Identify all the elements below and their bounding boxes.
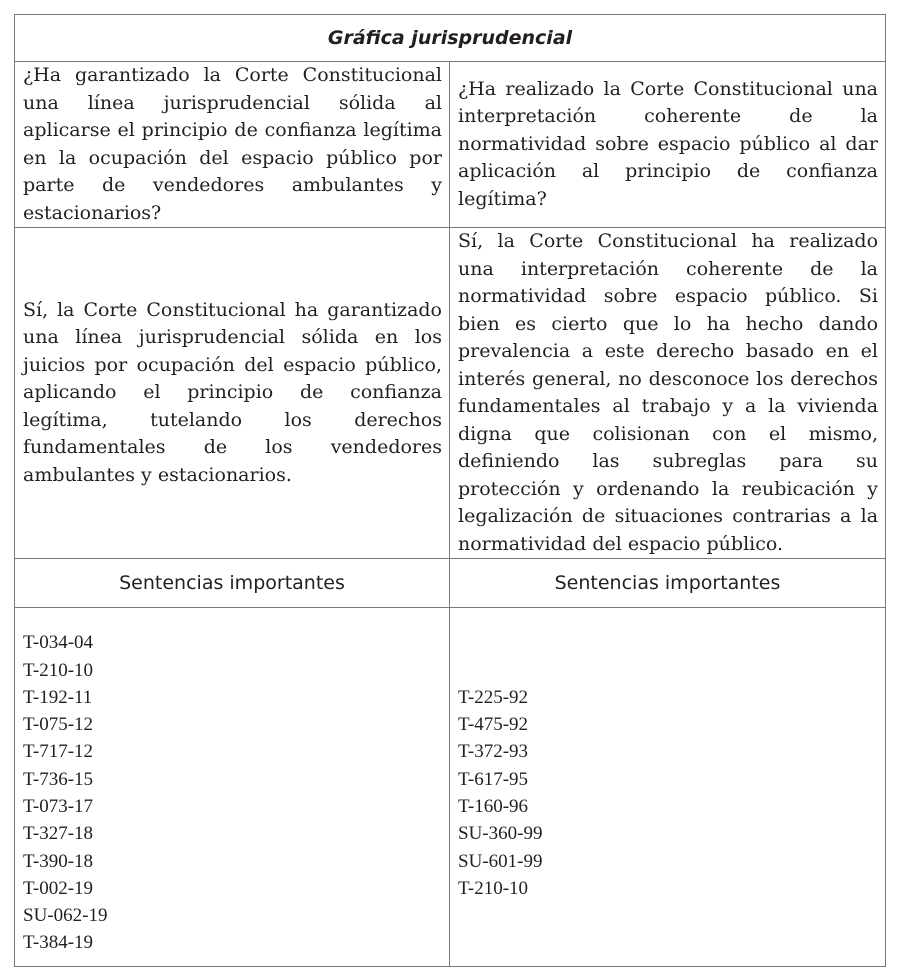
sentencia-item: T-073-17 — [23, 796, 94, 817]
sentencia-item: T-075-12 — [23, 714, 94, 736]
sentencia-item: T-002-19 — [23, 877, 94, 899]
sentencia-item: T-160-96 — [458, 796, 529, 817]
sentencia-item: T-327-18 — [23, 823, 94, 845]
sentencia-item: T-475-92 — [458, 714, 529, 736]
sentencia-item: T-384-19 — [23, 932, 94, 954]
sentencia-item: SU-360-99 — [458, 823, 543, 845]
right-sentencias-header: Sentencias importantes — [450, 559, 886, 608]
sentencia-item: T-617-95 — [458, 768, 529, 790]
grafica-jurisprudencial-table — [14, 14, 886, 967]
sentencia-item: T-210-10 — [458, 877, 529, 899]
right-sentencias-list — [450, 608, 886, 967]
right-answer: Sí, la Corte Constitucional ha realizado una interpretación coherente de la normatividad sobre espacio público. Si bien es cierto que lo ha hecho dando prevalencia a este derecho basado en el interés general, no desconoce los derechos fundamentales al trabajo y a la vivienda digna que colisionan con el mismo, definiendo las subreglas para su protección y ordenando la reubicación y legalización de situaciones contrarias a la normatividad del espacio público. — [450, 228, 886, 559]
sentencia-item: T-192-11 — [23, 686, 93, 708]
sentencia-item: T-034-04 — [23, 632, 94, 654]
sentencia-item: T-210-10 — [23, 659, 94, 681]
left-sentencias-list — [15, 608, 450, 967]
right-question: ¿Ha realizado la Corte Constitucional una interpretación coherente de la normatividad sobre espacio público al dar aplicación al principio de confianza legítima? — [450, 62, 886, 228]
table-title: Gráfica jurisprudencial — [15, 15, 886, 62]
left-answer: Sí, la Corte Constitucional ha garantizado una línea jurisprudencial sólida en los juicios por ocupación del espacio público, aplicando el principio de confianza legítima, tutelando los derechos fundamentales de los vendedores ambulantes y estacionarios. — [15, 228, 450, 559]
left-question: ¿Ha garantizado la Corte Constitucional una línea jurisprudencial sólida al aplicarse el principio de confianza legítima en la ocupación del espacio público por parte de vendedores ambulantes y estacionarios? — [15, 62, 450, 228]
sentencia-item: T-390-18 — [23, 850, 94, 872]
sentencia-item: T-717-12 — [23, 741, 94, 763]
sentencia-item: SU-062-19 — [23, 905, 108, 927]
left-sentencias-header: Sentencias importantes — [15, 559, 450, 608]
sentencia-item: T-736-15 — [23, 768, 94, 790]
sentencia-item: SU-601-99 — [458, 850, 543, 872]
sentencia-item: T-225-92 — [458, 686, 529, 708]
sentencia-item: T-372-93 — [458, 741, 529, 763]
